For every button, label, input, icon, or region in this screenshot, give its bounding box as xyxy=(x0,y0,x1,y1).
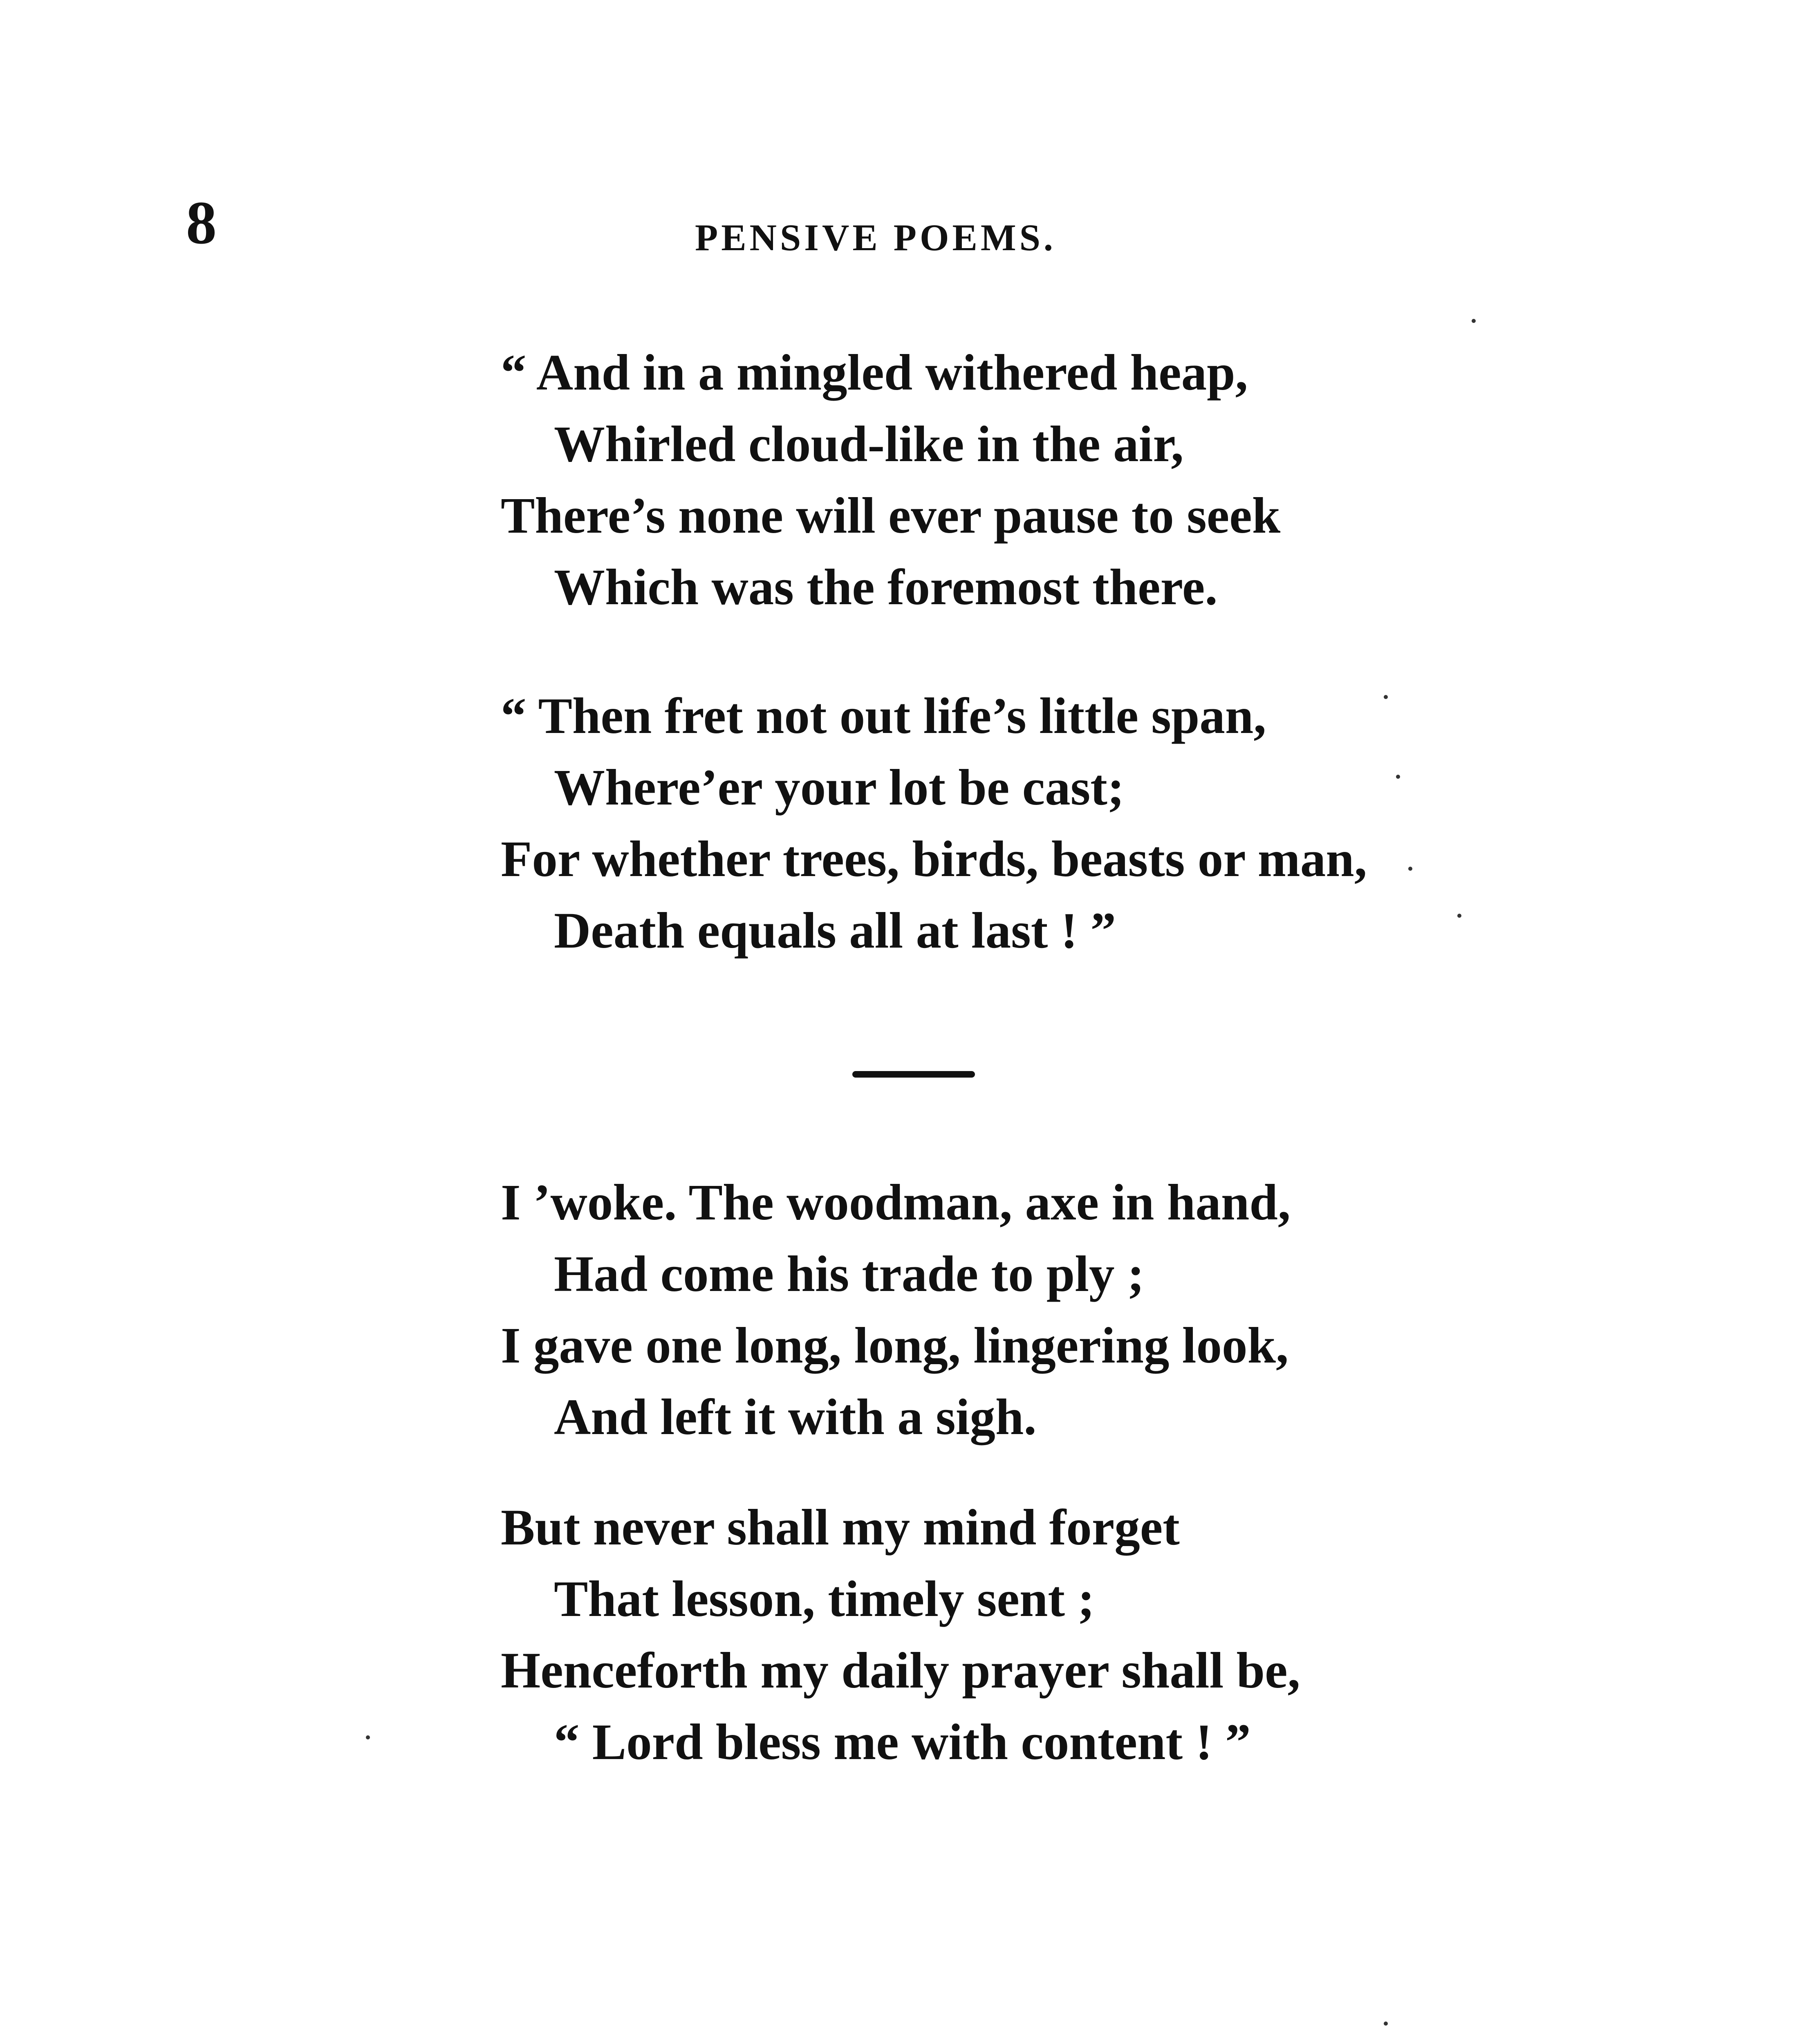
print-speck xyxy=(1408,867,1412,871)
poem-line: I gave one long, long, lingering look, xyxy=(501,1318,1289,1374)
page-number: 8 xyxy=(186,189,217,257)
poem-line: “ Lord bless me with content ! ” xyxy=(554,1714,1251,1771)
print-speck xyxy=(366,1735,370,1739)
poem-line: For whether trees, birds, beasts or man, xyxy=(501,831,1367,888)
poem-line: Whirled cloud-like in the air, xyxy=(554,416,1184,473)
print-speck xyxy=(1457,914,1461,918)
poem-line: Death equals all at last ! ” xyxy=(554,903,1116,959)
print-speck xyxy=(1384,695,1388,699)
section-divider xyxy=(852,1071,975,1078)
print-speck xyxy=(1472,319,1476,323)
poem-line: And left it with a sigh. xyxy=(554,1389,1037,1446)
print-speck xyxy=(1384,2022,1388,2026)
poem-line: Henceforth my daily prayer shall be, xyxy=(501,1643,1300,1699)
poem-line: That lesson, timely sent ; xyxy=(554,1571,1095,1627)
poem-line: But never shall my mind forget xyxy=(501,1499,1180,1556)
poem-line: “ Then fret not out life’s little span, xyxy=(501,688,1266,744)
poem-line: There’s none will ever pause to seek xyxy=(501,488,1281,544)
poem-line: Which was the foremost there. xyxy=(554,559,1218,616)
print-speck xyxy=(1396,775,1400,779)
poem-line: Had come his trade to ply ; xyxy=(554,1246,1145,1302)
poem-line: I ’woke. The woodman, axe in hand, xyxy=(501,1174,1291,1231)
poem-line: Where’er your lot be cast; xyxy=(554,760,1125,816)
running-title: PENSIVE POEMS. xyxy=(695,217,1056,258)
poem-line: “ And in a mingled withered heap, xyxy=(501,345,1248,401)
